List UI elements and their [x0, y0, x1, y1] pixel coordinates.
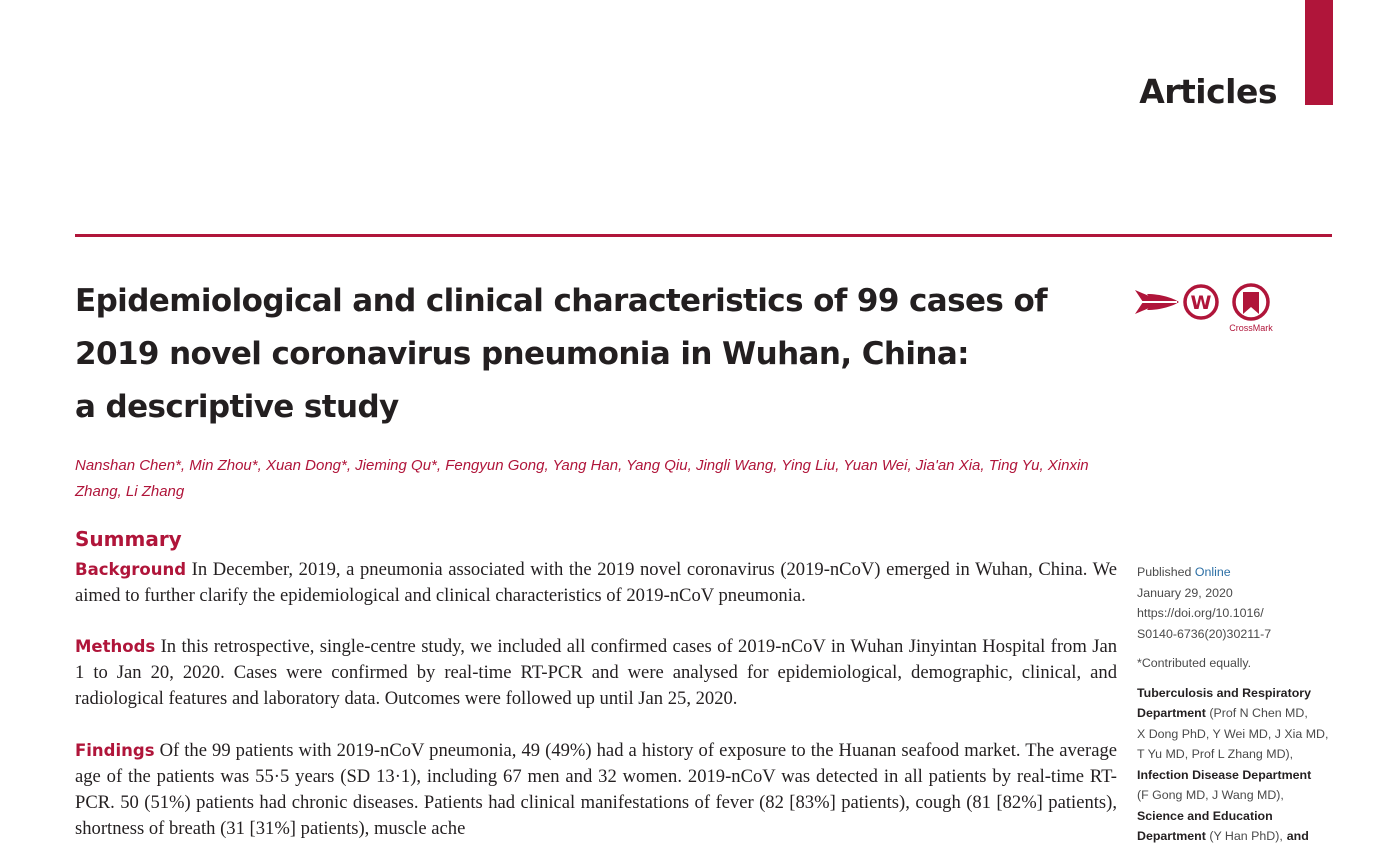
- affiliation-1-people-c: T Yu MD, Prof L Zhang MD),: [1137, 747, 1294, 761]
- summary-background: [75, 557, 1117, 609]
- title-line-2: 2019 novel coronavirus pneumonia in Wuhan, China:: [75, 336, 969, 372]
- contributed-note: *Contributed equally.: [1137, 656, 1252, 670]
- crossmark-label: CrossMark: [1229, 323, 1273, 333]
- findings-text: Of the 99 patients with 2019-nCoV pneumonia, 49 (49%) had a history of exposure to the Huanan seafood market. The average age of the patients was 55·5 years (SD 13·1), including 67 men and 32 women. 2019-nCoV was detected in all patients by real-time RT-PCR. 50 (51%) patients had chronic diseases. Patients had clinical manifestations of fever (82 [83%] patients), cough (81 [82%] patients), shortness of breath (31 [31%] patients), muscle ache: [75, 740, 1117, 839]
- affiliation-3-people: (Y Han PhD),: [1209, 829, 1283, 843]
- affiliation-1-people-a: (Prof N Chen MD,: [1209, 706, 1308, 720]
- crossmark-icon[interactable]: [1229, 285, 1273, 333]
- affiliation-3-suffix: and: [1286, 829, 1309, 843]
- published-online-link[interactable]: Online: [1194, 565, 1231, 579]
- affiliation-1-dept-a: Tuberculosis and Respiratory: [1137, 685, 1311, 700]
- affiliation-3-dept-b: Department: [1137, 829, 1206, 843]
- header-rule: [75, 234, 1332, 237]
- affiliation-2-people: (F Gong MD, J Wang MD),: [1137, 788, 1284, 802]
- title-line-1: Epidemiological and clinical characteristics of 99 cases of: [75, 283, 1048, 319]
- published-prefix: Published: [1137, 565, 1192, 579]
- summary-methods: [75, 634, 1117, 712]
- methods-text: In this retrospective, single-centre study, we included all confirmed cases of 2019-nCoV in Wuhan Jinyintan Hospital from Jan 1 to Jan 20, 2020. Cases were confirmed by real-time RT-PCR and were analysed for epidemiological, demographic, clinical, and radiological features and laboratory data. Outcomes were followed up until Jan 25, 2020.: [75, 636, 1117, 709]
- affiliation-1-dept-b: Department: [1137, 706, 1206, 720]
- title-line-3: a descriptive study: [75, 389, 399, 425]
- open-access-icon[interactable]: [1135, 290, 1179, 314]
- journal-section-tab: [1305, 0, 1333, 105]
- background-text: In December, 2019, a pneumonia associated with the 2019 novel coronavirus (2019-nCoV) emerged in Wuhan, China. We aimed to further clarify the epidemiological and clinical characteristics of 2019-nCoV pneumonia.: [75, 559, 1117, 606]
- affiliation-1-people-b: X Dong PhD, Y Wei MD, J Xia MD,: [1137, 726, 1329, 741]
- findings-label: Findings: [75, 741, 155, 760]
- publication-sidebar: [1137, 562, 1337, 847]
- summary-heading: Summary: [75, 527, 182, 551]
- summary-findings: [75, 738, 1117, 842]
- affiliation-3-dept-a: Science and Education: [1137, 808, 1273, 823]
- svg-text:W: W: [1190, 292, 1212, 314]
- published-line: [1137, 562, 1337, 583]
- doi-link-line-1[interactable]: https://doi.org/10.1016/: [1137, 606, 1264, 620]
- doi-link-line-2[interactable]: S0140-6736(20)30211-7: [1137, 626, 1272, 641]
- section-label: Articles: [1139, 72, 1277, 111]
- wiley-icon[interactable]: [1185, 286, 1217, 318]
- article-title: [75, 275, 1095, 434]
- author-list: Nanshan Chen*, Min Zhou*, Xuan Dong*, Jieming Qu*, Fengyun Gong, Yang Han, Yang Qiu, Jingli Wang, Ying Liu, Yuan Wei, Jia'an Xia, Ting Yu, Xinxin Zhang, Li Zhang: [75, 457, 1089, 500]
- background-label: Background: [75, 560, 187, 579]
- affiliation-3-line-b: [1137, 826, 1337, 847]
- methods-label: Methods: [75, 637, 156, 656]
- affiliation-1-line-b: [1137, 703, 1337, 724]
- published-date: January 29, 2020: [1137, 585, 1233, 600]
- article-badges: [1133, 280, 1283, 340]
- affiliation-2-dept: Infection Disease Department: [1137, 767, 1312, 782]
